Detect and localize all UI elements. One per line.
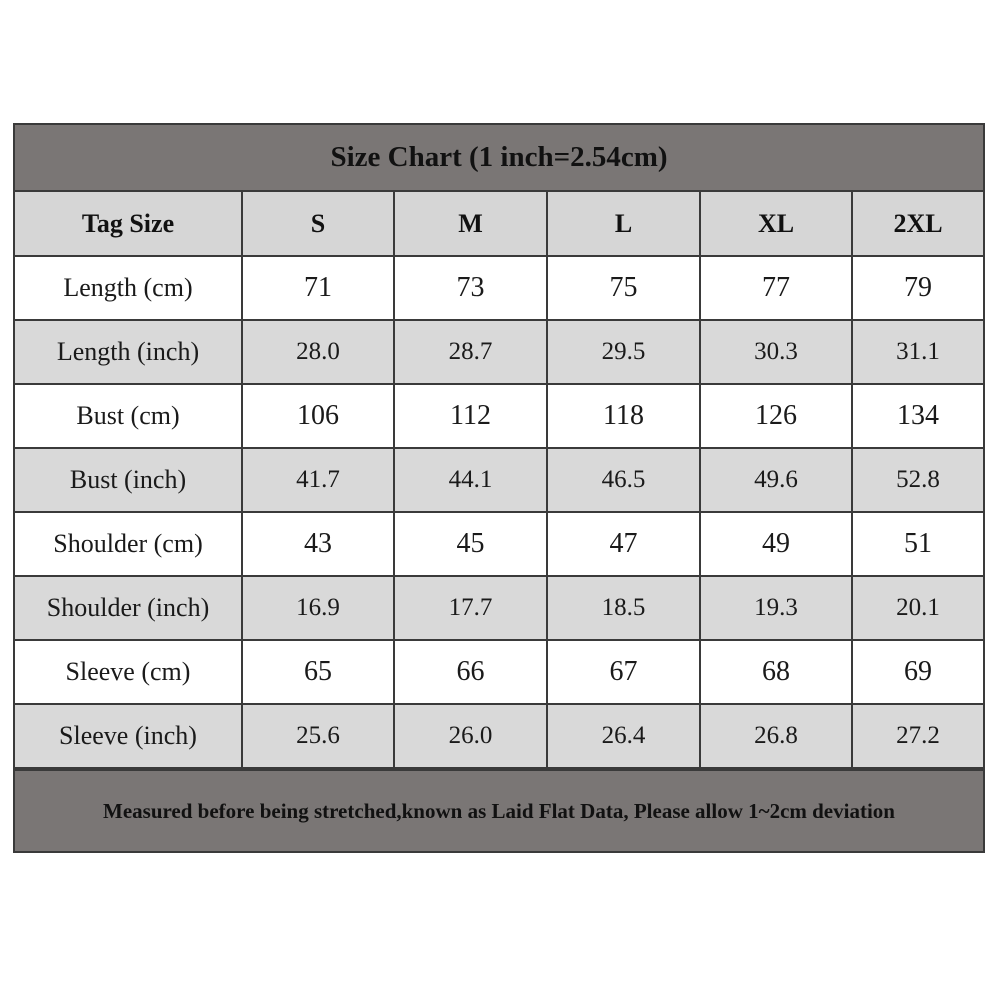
chart-title: Size Chart (1 inch=2.54cm) <box>15 125 983 192</box>
table-cell: 29.5 <box>547 320 700 384</box>
table-cell: 25.6 <box>242 704 394 768</box>
table-row <box>15 704 983 768</box>
table-cell: 77 <box>700 256 852 320</box>
table-cell: 69 <box>852 640 983 704</box>
table-cell: 28.0 <box>242 320 394 384</box>
table-cell: 49.6 <box>700 448 852 512</box>
table-cell: 16.9 <box>242 576 394 640</box>
row-label: Shoulder (cm) <box>15 512 242 576</box>
table-cell: 31.1 <box>852 320 983 384</box>
size-table <box>15 192 983 769</box>
table-cell: 68 <box>700 640 852 704</box>
table-cell: 51 <box>852 512 983 576</box>
table-row <box>15 256 983 320</box>
table-cell: 73 <box>394 256 547 320</box>
row-label: Shoulder (inch) <box>15 576 242 640</box>
table-cell: 41.7 <box>242 448 394 512</box>
table-row <box>15 512 983 576</box>
table-cell: 67 <box>547 640 700 704</box>
row-label: Length (inch) <box>15 320 242 384</box>
table-cell: 17.7 <box>394 576 547 640</box>
size-chart <box>13 123 985 853</box>
table-cell: 20.1 <box>852 576 983 640</box>
size-header-s: S <box>242 192 394 256</box>
table-cell: 52.8 <box>852 448 983 512</box>
table-row <box>15 320 983 384</box>
table-cell: 71 <box>242 256 394 320</box>
row-label: Bust (cm) <box>15 384 242 448</box>
table-row <box>15 576 983 640</box>
table-cell: 18.5 <box>547 576 700 640</box>
table-cell: 106 <box>242 384 394 448</box>
table-cell: 44.1 <box>394 448 547 512</box>
table-cell: 118 <box>547 384 700 448</box>
table-cell: 134 <box>852 384 983 448</box>
table-cell: 46.5 <box>547 448 700 512</box>
measurement-note: Measured before being stretched,known as Laid Flat Data, Please allow 1~2cm deviation <box>15 769 983 851</box>
table-row <box>15 448 983 512</box>
row-label: Length (cm) <box>15 256 242 320</box>
tag-size-header: Tag Size <box>15 192 242 256</box>
table-cell: 66 <box>394 640 547 704</box>
table-cell: 26.4 <box>547 704 700 768</box>
table-cell: 79 <box>852 256 983 320</box>
table-cell: 65 <box>242 640 394 704</box>
table-cell: 30.3 <box>700 320 852 384</box>
table-cell: 19.3 <box>700 576 852 640</box>
table-cell: 28.7 <box>394 320 547 384</box>
table-cell: 47 <box>547 512 700 576</box>
size-header-2xl: 2XL <box>852 192 983 256</box>
table-row <box>15 640 983 704</box>
table-cell: 112 <box>394 384 547 448</box>
row-label: Sleeve (inch) <box>15 704 242 768</box>
table-cell: 26.0 <box>394 704 547 768</box>
size-header-m: M <box>394 192 547 256</box>
table-cell: 126 <box>700 384 852 448</box>
table-cell: 45 <box>394 512 547 576</box>
table-cell: 75 <box>547 256 700 320</box>
table-cell: 43 <box>242 512 394 576</box>
size-header-xl: XL <box>700 192 852 256</box>
table-header-row <box>15 192 983 256</box>
table-cell: 26.8 <box>700 704 852 768</box>
table-cell: 27.2 <box>852 704 983 768</box>
table-row <box>15 384 983 448</box>
row-label: Sleeve (cm) <box>15 640 242 704</box>
row-label: Bust (inch) <box>15 448 242 512</box>
size-header-l: L <box>547 192 700 256</box>
table-cell: 49 <box>700 512 852 576</box>
